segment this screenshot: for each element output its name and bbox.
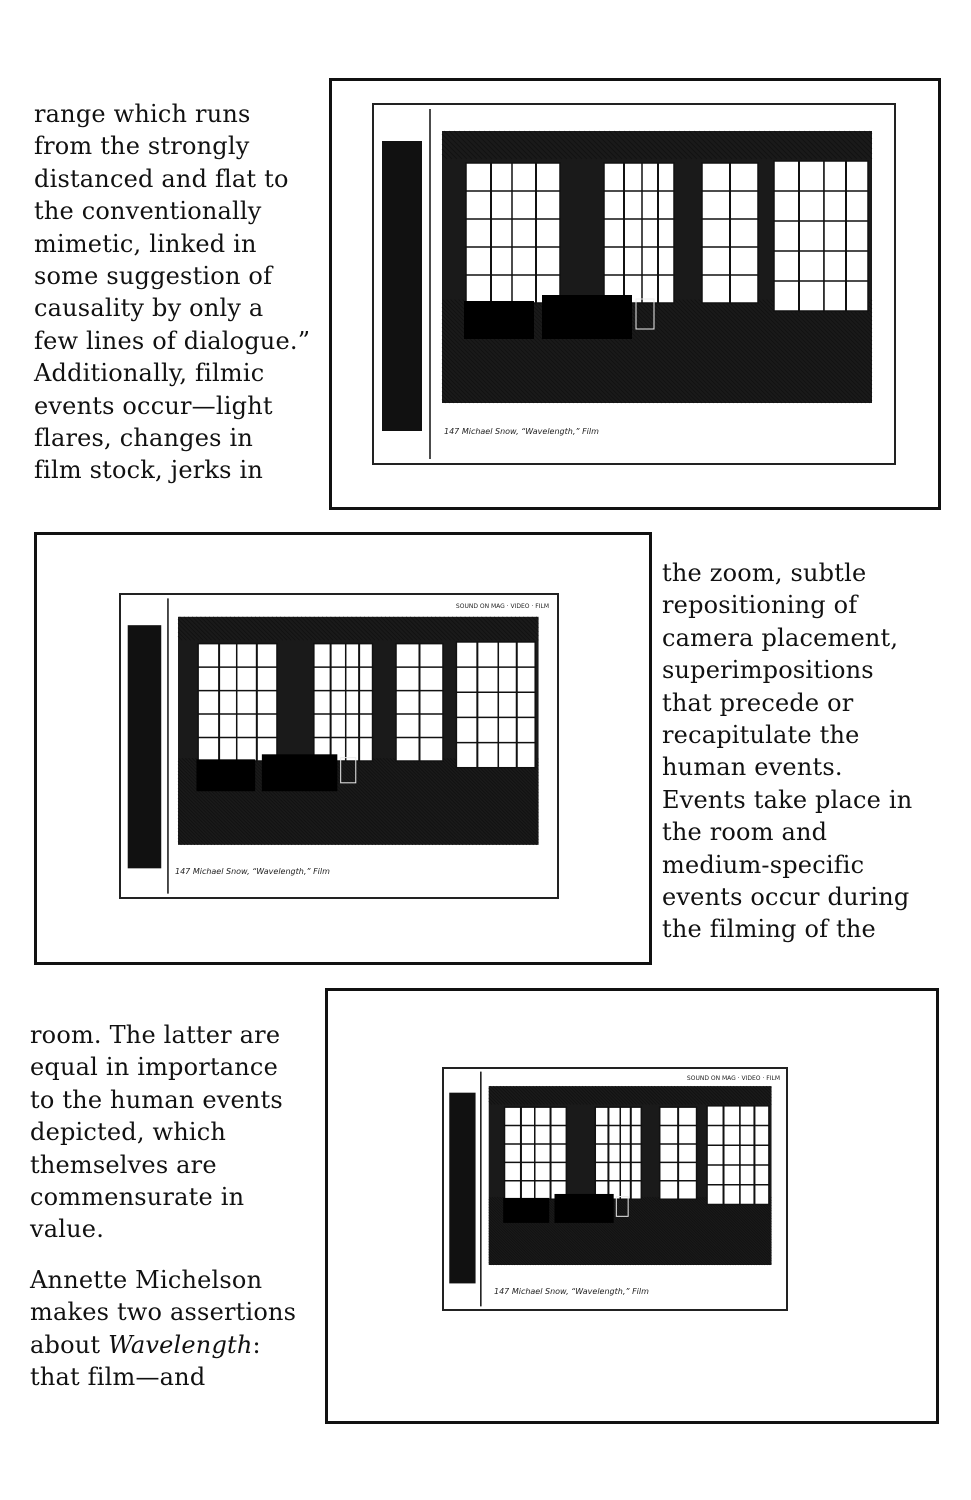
- text-block-bottom-para2: [30, 1264, 296, 1394]
- text-line: events occur during: [662, 883, 910, 912]
- cabinet-shape: [542, 295, 632, 339]
- text-line: from the strongly: [34, 132, 250, 161]
- text-block-top: [34, 98, 310, 487]
- text-line: to the human events: [30, 1085, 283, 1114]
- text-line: makes two assertions: [30, 1298, 297, 1327]
- text-line: that film—and: [30, 1363, 206, 1392]
- text-block-bottom: [30, 1019, 283, 1246]
- text-line: mimetic, linked in: [34, 229, 257, 258]
- text-line: equal in importance: [30, 1053, 278, 1082]
- text-line: some suggestion of: [34, 262, 273, 291]
- text-line: causality by only a: [34, 294, 264, 323]
- text-line: Annette Michelson: [30, 1266, 263, 1294]
- film-still-print-1: [372, 103, 896, 465]
- text-line: few lines of dialogue.”: [34, 326, 311, 355]
- text-line: depicted, which: [30, 1118, 227, 1147]
- room-illustration-2: [121, 595, 557, 897]
- panel-caption-2: 147 Michael Snow, “Wavelength,” Film: [175, 867, 330, 876]
- text-line: medium-specific: [662, 850, 865, 879]
- text-line: the conventionally: [34, 197, 262, 226]
- text-line: the room and: [662, 818, 828, 847]
- room-illustration-3: [444, 1069, 786, 1309]
- text-line: value.: [30, 1215, 105, 1244]
- text-line: commensurate in: [30, 1183, 245, 1212]
- panel-caption-1: 147 Michael Snow, “Wavelength,” Film: [444, 427, 599, 436]
- desk-shape: [196, 759, 255, 791]
- cabinet-shape: [554, 1194, 613, 1223]
- text-line: film stock, jerks in: [34, 456, 264, 485]
- desk-shape: [503, 1198, 549, 1223]
- text-line: that precede or: [662, 688, 854, 717]
- panel-corner-note-2: SOUND ON MAG · VIDEO · FILM: [455, 603, 549, 610]
- film-leader-strip: [382, 141, 422, 431]
- film-leader-strip: [128, 625, 162, 868]
- text-line: distanced and flat to: [34, 164, 289, 193]
- text-fragment: about: [30, 1330, 109, 1359]
- text-line: the filming of the: [662, 915, 876, 944]
- film-title-italic: Wavelength: [108, 1330, 253, 1359]
- text-line: Events take place in: [662, 785, 913, 814]
- room-illustration-1: [374, 105, 894, 463]
- text-line: superimpositions: [662, 656, 874, 685]
- text-line: events occur—light: [34, 391, 273, 420]
- film-still-print-2: [119, 593, 559, 899]
- text-line: repositioning of: [662, 591, 858, 620]
- text-line: the zoom, subtle: [662, 559, 867, 587]
- panel-caption-3: 147 Michael Snow, “Wavelength,” Film: [494, 1287, 649, 1296]
- text-line: range which runs: [34, 100, 251, 128]
- text-fragment: :: [252, 1330, 261, 1359]
- text-block-middle: [662, 557, 912, 946]
- text-line: recapitulate the: [662, 721, 860, 750]
- text-line: flares, changes in: [34, 424, 254, 453]
- desk-shape: [464, 301, 534, 339]
- cabinet-shape: [262, 754, 337, 791]
- film-still-print-3: [442, 1067, 788, 1311]
- panel-frame-2: [34, 532, 652, 965]
- panel-frame-3: [325, 988, 939, 1424]
- panel-frame-1: [329, 78, 941, 510]
- panel-corner-note-3: SOUND ON MAG · VIDEO · FILM: [686, 1075, 780, 1082]
- text-line: Additionally, filmic: [34, 359, 265, 388]
- text-line: human events.: [662, 753, 843, 782]
- film-leader-strip: [449, 1093, 475, 1284]
- text-line: themselves are: [30, 1150, 217, 1179]
- text-line: [30, 1329, 296, 1361]
- text-line: camera placement,: [662, 623, 899, 652]
- text-line: room. The latter are: [30, 1021, 281, 1049]
